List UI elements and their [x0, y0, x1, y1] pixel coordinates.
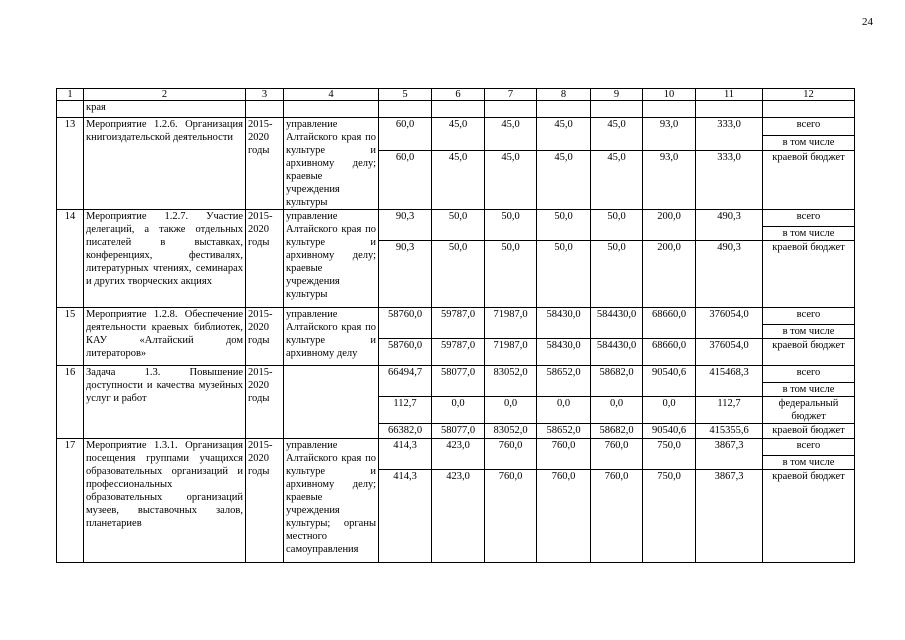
value-cell: 66494,7: [379, 366, 432, 397]
activity-name: Мероприятие 1.2.6. Организация книгоиздательской деятельности: [84, 118, 246, 210]
activity-name: Мероприятие 1.2.7. Участие делегаций, а также отдельных писателей в выставках, конференциях, фестивалях, литературных чтениях, семинарах и других творческих акциях: [84, 210, 246, 308]
value-cell: 50,0: [432, 210, 485, 241]
value-cell: 50,0: [485, 210, 537, 241]
value-cell: 90540,6: [643, 424, 696, 439]
value-cell: 58430,0: [537, 339, 591, 366]
table-row: [57, 210, 855, 227]
activity-name: Мероприятие 1.2.8. Обеспечение деятельности краевых библиотек, КАУ «Алтайский дом литераторов»: [84, 308, 246, 366]
value-cell: 59787,0: [432, 308, 485, 339]
source-including: в том числе: [763, 227, 855, 241]
source-including: в том числе: [763, 325, 855, 339]
table-row: [57, 366, 855, 383]
value-cell: 90,3: [379, 241, 432, 308]
value-cell: 112,7: [696, 397, 763, 424]
value-cell: 0,0: [432, 397, 485, 424]
value-cell: 0,0: [537, 397, 591, 424]
source-total: всего: [763, 308, 855, 325]
value-cell: 83052,0: [485, 424, 537, 439]
value-cell: 490,3: [696, 241, 763, 308]
value-cell: 760,0: [537, 470, 591, 563]
table-row: [57, 439, 855, 456]
value-cell: 71987,0: [485, 308, 537, 339]
row-number: 15: [57, 308, 84, 366]
header-cell: 12: [763, 89, 855, 101]
value-cell: 93,0: [643, 118, 696, 151]
period: 2015-2020 годы: [246, 439, 284, 563]
continuation-row: [57, 101, 855, 118]
period: 2015-2020 годы: [246, 308, 284, 366]
value-cell: 112,7: [379, 397, 432, 424]
value-cell: 58077,0: [432, 366, 485, 397]
value-cell: 760,0: [591, 439, 643, 470]
row-number: 13: [57, 118, 84, 210]
source-including: в том числе: [763, 135, 855, 150]
header-cell: 2: [84, 89, 246, 101]
period: 2015-2020 годы: [246, 210, 284, 308]
value-cell: 45,0: [537, 118, 591, 151]
value-cell: 200,0: [643, 210, 696, 241]
activity-name: Мероприятие 1.3.1. Организация посещения группами учащихся образовательных организаций и профессиональных образовательных организаций музеев, выставочных залов, планетариев: [84, 439, 246, 563]
source-including: в том числе: [763, 456, 855, 470]
source-total: всего: [763, 210, 855, 227]
executor: [284, 366, 379, 439]
source-including: в том числе: [763, 383, 855, 397]
value-cell: 58682,0: [591, 424, 643, 439]
value-cell: 71987,0: [485, 339, 537, 366]
value-cell: 58682,0: [591, 366, 643, 397]
header-cell: 8: [537, 89, 591, 101]
source-regional: краевой бюджет: [763, 470, 855, 563]
value-cell: 90,3: [379, 210, 432, 241]
value-cell: 45,0: [537, 150, 591, 209]
value-cell: 423,0: [432, 439, 485, 470]
value-cell: 376054,0: [696, 339, 763, 366]
source-total: всего: [763, 439, 855, 456]
value-cell: 333,0: [696, 118, 763, 151]
value-cell: 45,0: [485, 118, 537, 151]
executor: управление Алтайского края по культуре и архивному делу; краевые учреждения культуры; органы местного самоуправления: [284, 439, 379, 563]
source-regional: краевой бюджет: [763, 241, 855, 308]
table-row: [57, 118, 855, 136]
source-regional: краевой бюджет: [763, 424, 855, 439]
value-cell: 68660,0: [643, 339, 696, 366]
value-cell: 59787,0: [432, 339, 485, 366]
value-cell: 45,0: [591, 150, 643, 209]
value-cell: 760,0: [485, 470, 537, 563]
value-cell: 760,0: [485, 439, 537, 470]
value-cell: 58760,0: [379, 339, 432, 366]
value-cell: 83052,0: [485, 366, 537, 397]
value-cell: 750,0: [643, 439, 696, 470]
value-cell: 0,0: [643, 397, 696, 424]
value-cell: 584430,0: [591, 308, 643, 339]
value-cell: 760,0: [591, 470, 643, 563]
value-cell: 60,0: [379, 118, 432, 151]
value-cell: 0,0: [485, 397, 537, 424]
table-row: [57, 308, 855, 325]
value-cell: 50,0: [432, 241, 485, 308]
header-cell: 9: [591, 89, 643, 101]
row-number: 16: [57, 366, 84, 439]
value-cell: 750,0: [643, 470, 696, 563]
value-cell: 760,0: [537, 439, 591, 470]
period: 2015-2020 годы: [246, 366, 284, 439]
executor: управление Алтайского края по культуре и архивному делу; краевые учреждения культуры: [284, 118, 379, 210]
value-cell: 90540,6: [643, 366, 696, 397]
header-cell: 10: [643, 89, 696, 101]
value-cell: 50,0: [591, 210, 643, 241]
header-cell: 11: [696, 89, 763, 101]
header-cell: 5: [379, 89, 432, 101]
source-total: всего: [763, 366, 855, 383]
value-cell: 93,0: [643, 150, 696, 209]
page-number: 24: [862, 16, 873, 28]
header-cell: 7: [485, 89, 537, 101]
value-cell: 584430,0: [591, 339, 643, 366]
header-cell: 1: [57, 89, 84, 101]
value-cell: 60,0: [379, 150, 432, 209]
header-cell: 6: [432, 89, 485, 101]
value-cell: 58760,0: [379, 308, 432, 339]
row-number: 14: [57, 210, 84, 308]
program-table: [56, 88, 855, 563]
value-cell: 45,0: [432, 118, 485, 151]
value-cell: 45,0: [591, 118, 643, 151]
value-cell: 58652,0: [537, 366, 591, 397]
value-cell: 415355,6: [696, 424, 763, 439]
value-cell: 423,0: [432, 470, 485, 563]
value-cell: 3867,3: [696, 470, 763, 563]
value-cell: 414,3: [379, 470, 432, 563]
value-cell: 58430,0: [537, 308, 591, 339]
value-cell: 333,0: [696, 150, 763, 209]
value-cell: 0,0: [591, 397, 643, 424]
value-cell: 490,3: [696, 210, 763, 241]
executor: управление Алтайского края по культуре и архивному делу; краевые учреждения культуры: [284, 210, 379, 308]
activity-name: Задача 1.3. Повышение доступности и качества музейных услуг и работ: [84, 366, 246, 439]
row-number: 17: [57, 439, 84, 563]
period: 2015-2020 годы: [246, 118, 284, 210]
value-cell: 66382,0: [379, 424, 432, 439]
header-cell: 3: [246, 89, 284, 101]
source-total: всего: [763, 118, 855, 136]
value-cell: 58652,0: [537, 424, 591, 439]
value-cell: 200,0: [643, 241, 696, 308]
value-cell: 50,0: [485, 241, 537, 308]
source-regional: краевой бюджет: [763, 150, 855, 209]
value-cell: 68660,0: [643, 308, 696, 339]
continuation-text: края: [84, 101, 246, 118]
header-cell: 4: [284, 89, 379, 101]
value-cell: 50,0: [591, 241, 643, 308]
value-cell: 58077,0: [432, 424, 485, 439]
header-row: [57, 89, 855, 101]
source-federal: федеральный бюджет: [763, 397, 855, 424]
value-cell: 414,3: [379, 439, 432, 470]
value-cell: 376054,0: [696, 308, 763, 339]
value-cell: 50,0: [537, 241, 591, 308]
value-cell: 45,0: [432, 150, 485, 209]
value-cell: 45,0: [485, 150, 537, 209]
executor: управление Алтайского края по культуре и архивному делу: [284, 308, 379, 366]
source-regional: краевой бюджет: [763, 339, 855, 366]
value-cell: 50,0: [537, 210, 591, 241]
value-cell: 415468,3: [696, 366, 763, 397]
value-cell: 3867,3: [696, 439, 763, 470]
